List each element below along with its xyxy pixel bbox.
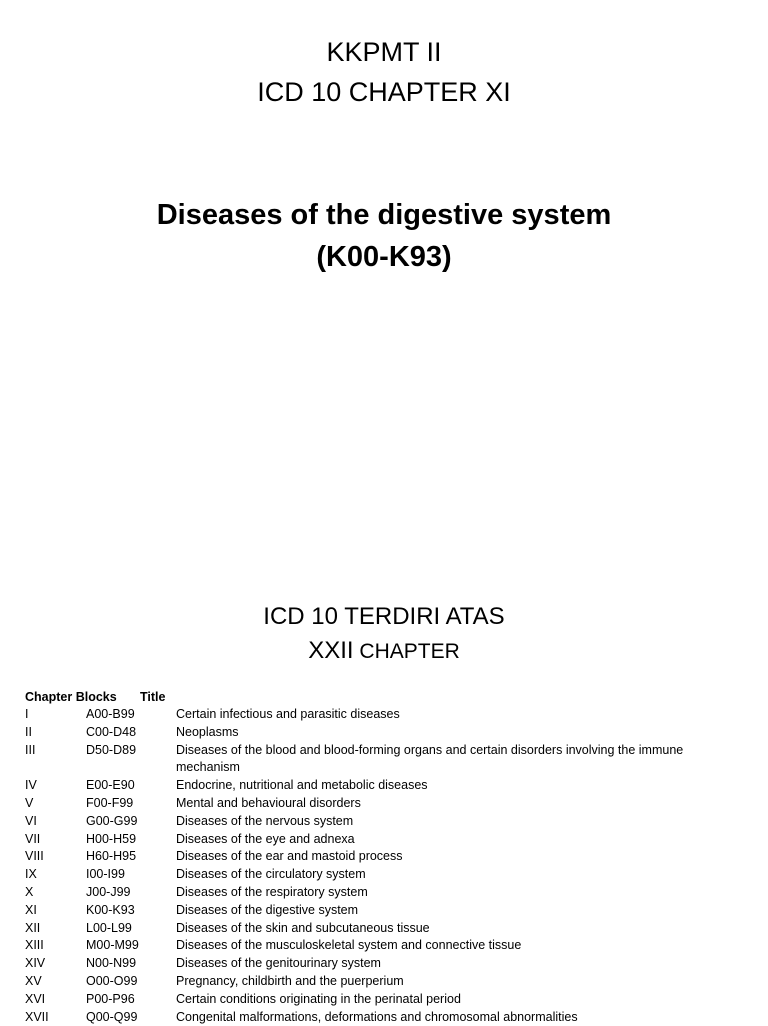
table-row [25, 848, 745, 866]
table-header [25, 688, 745, 706]
table-row [25, 742, 745, 778]
title-line-1: KKPMT II [326, 37, 442, 67]
chapter-title: Diseases of the genitourinary system [176, 956, 381, 971]
chapter-table [25, 688, 745, 1026]
chapter-title: Diseases of the circulatory system [176, 867, 366, 882]
chapter-number: XI [25, 902, 37, 917]
chapter-blocks: J00-J99 [86, 884, 131, 899]
chapter-title: Diseases of the respiratory system [176, 884, 368, 899]
chapter-number: XVII [25, 1009, 49, 1024]
table-row [25, 902, 745, 920]
chapter-blocks: H00-H59 [86, 831, 137, 846]
table-row [25, 724, 745, 742]
chapter-blocks: H60-H95 [86, 849, 137, 864]
table-row [25, 884, 745, 902]
subtitle-line-1: Diseases of the digestive system [156, 199, 612, 231]
chapter-number: IV [25, 778, 37, 793]
table-body [25, 706, 745, 1026]
subtitle-line-2: (K00-K93) [316, 241, 452, 273]
slide-2-title-line-2 [0, 634, 768, 669]
header-title: Title [140, 690, 166, 704]
slide-subtitle [0, 194, 768, 278]
chapter-blocks: E00-E90 [86, 778, 135, 793]
chapter-blocks: F00-F99 [86, 795, 134, 810]
chapter-number: V [25, 795, 34, 810]
chapter-title: Diseases of the musculoskeletal system and connective tissue [176, 938, 522, 953]
chapter-blocks: N00-N99 [86, 956, 137, 971]
slide-title [0, 32, 768, 112]
table-row [25, 866, 745, 884]
chapter-number: I [25, 707, 29, 721]
chapter-number: XIII [25, 938, 44, 953]
slide-2-title-line-1: ICD 10 TERDIRI ATAS [263, 603, 505, 630]
chapter-number: XIV [25, 956, 46, 971]
chapter-title: Diseases of the nervous system [176, 813, 354, 828]
chapter-blocks: G00-G99 [86, 813, 138, 828]
slide-2-title [0, 600, 768, 669]
chapter-title: Diseases of the eye and adnexa [176, 831, 355, 846]
chapter-number: XV [25, 973, 42, 988]
chapter-number: XII [25, 920, 41, 935]
chapter-blocks: O00-O99 [86, 973, 138, 988]
table-row [25, 937, 745, 955]
chapter-number: VIII [25, 849, 44, 864]
table-row [25, 706, 745, 724]
chapter-blocks: Q00-Q99 [86, 1009, 138, 1024]
header-chapter-blocks: Chapter Blocks [25, 690, 117, 704]
chapter-number: VI [25, 813, 37, 828]
table-row [25, 1009, 745, 1026]
chapter-blocks: A00-B99 [86, 707, 135, 721]
table-row [25, 955, 745, 973]
chapter-number: III [25, 742, 36, 757]
chapter-number: II [25, 724, 32, 739]
chapter-title: Congenital malformations, deformations and chromosomal abnormalities [176, 1009, 578, 1024]
table-row [25, 813, 745, 831]
chapter-blocks: M00-M99 [86, 938, 139, 953]
chapter-title: Pregnancy, childbirth and the puerperium [176, 973, 404, 988]
chapter-count: XXII [308, 637, 354, 664]
chapter-title: Mental and behavioural disorders [176, 795, 361, 810]
chapter-title: Diseases of the skin and subcutaneous tissue [176, 920, 430, 935]
chapter-word: CHAPTER [353, 640, 460, 663]
chapter-blocks: L00-L99 [86, 920, 132, 935]
slide-2 [0, 576, 768, 1024]
chapter-number: VII [25, 831, 41, 846]
chapter-number: XVI [25, 991, 46, 1006]
chapter-blocks: D50-D89 [86, 742, 137, 757]
table-row [25, 973, 745, 991]
table-row [25, 795, 745, 813]
chapter-number: IX [25, 867, 37, 882]
chapter-title: Diseases of the ear and mastoid process [176, 849, 403, 864]
chapter-title: Diseases of the digestive system [176, 902, 359, 917]
chapter-blocks: K00-K93 [86, 902, 135, 917]
chapter-blocks: C00-D48 [86, 724, 137, 739]
chapter-title: Diseases of the blood and blood-forming organs and certain disorders involving the immune mechanism [176, 742, 684, 775]
chapter-title: Certain conditions originating in the perinatal period [176, 991, 461, 1006]
chapter-blocks: P00-P96 [86, 991, 135, 1006]
table-row [25, 831, 745, 849]
chapter-blocks: I00-I99 [86, 867, 125, 882]
chapter-title: Endocrine, nutritional and metabolic diseases [176, 778, 428, 793]
title-line-2: ICD 10 CHAPTER XI [257, 77, 511, 107]
table-row [25, 920, 745, 938]
chapter-number: X [25, 884, 34, 899]
chapter-title: Neoplasms [176, 724, 239, 739]
table-row [25, 777, 745, 795]
table-row [25, 991, 745, 1009]
chapter-title: Certain infectious and parasitic diseases [176, 707, 400, 721]
